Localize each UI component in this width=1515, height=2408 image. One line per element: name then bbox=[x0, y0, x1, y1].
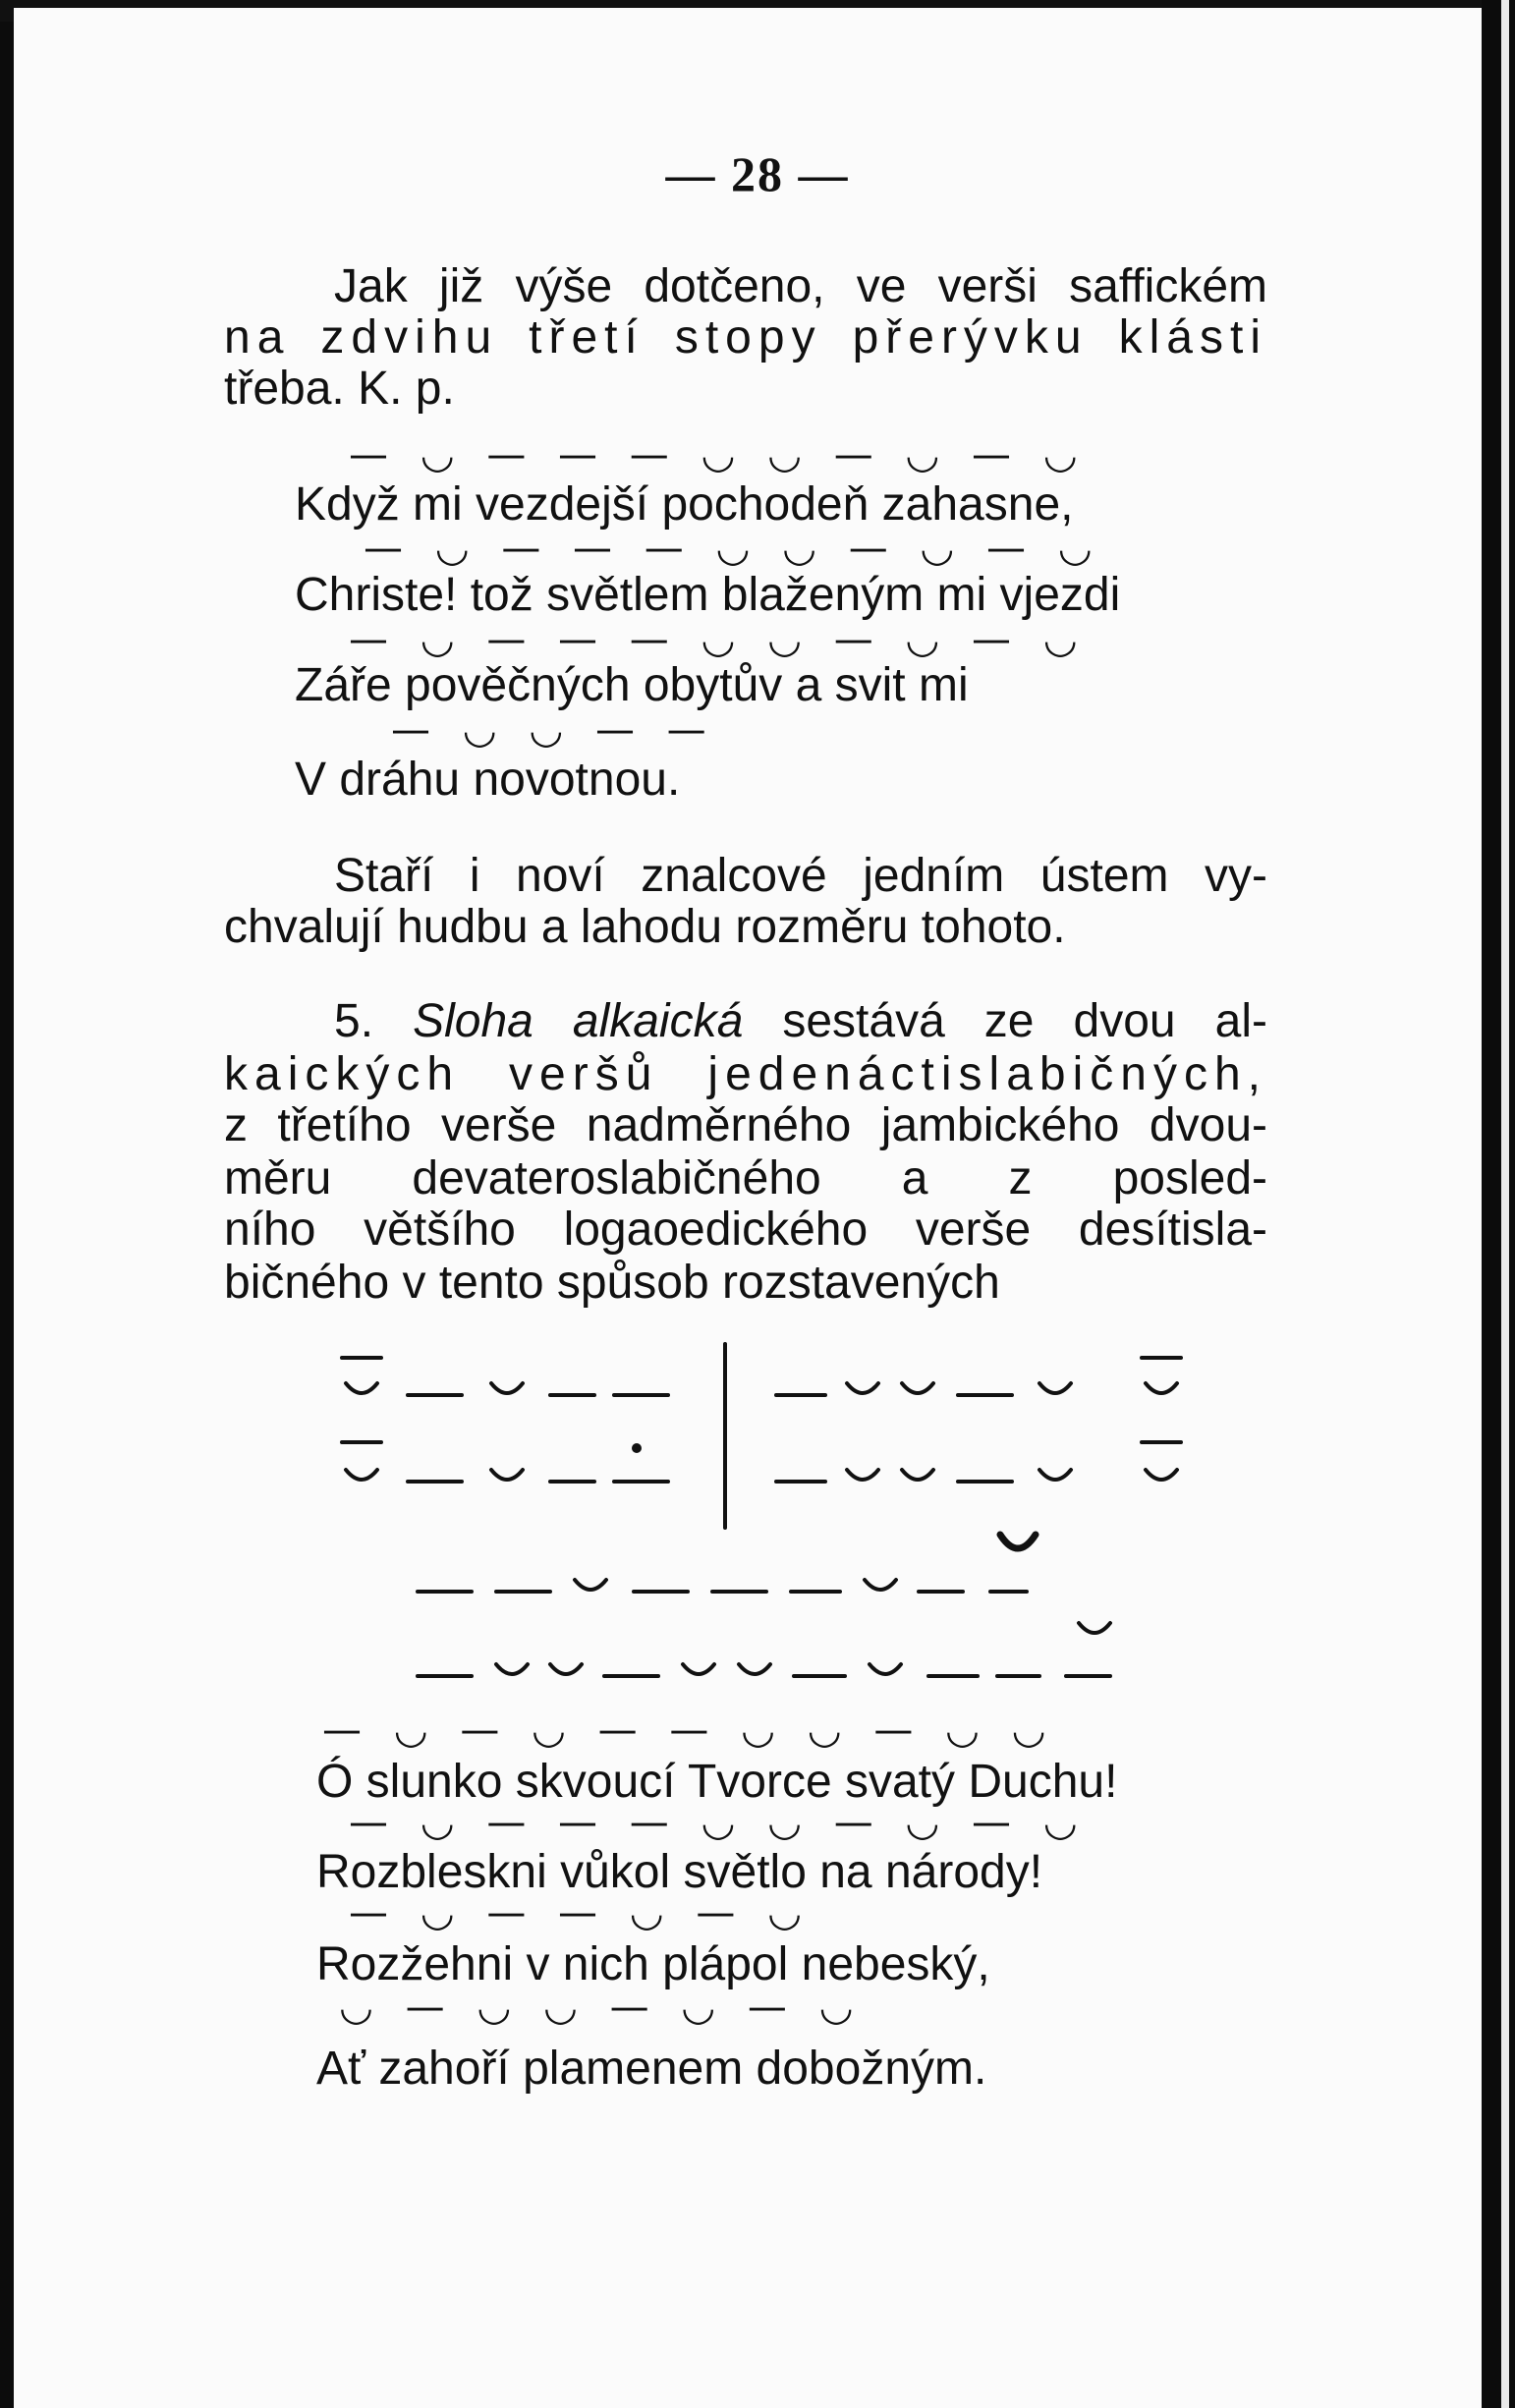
short-mark bbox=[496, 1664, 528, 1674]
paragraph3-line1-rest: sestává ze dvou al- bbox=[782, 995, 1267, 1047]
alcaic-metre-2: — ◡ — — — ◡ ◡ — ◡ — ◡ bbox=[349, 1800, 1088, 1845]
short-mark bbox=[870, 1664, 901, 1674]
paragraph3-line2: kaických veršů jedenáctislabičných, bbox=[224, 1048, 1267, 1100]
short-mark bbox=[1146, 1470, 1177, 1480]
paragraph2-line2: chvalují hudbu a lahodu rozměru tohoto. bbox=[224, 901, 1066, 953]
short-mark bbox=[491, 1383, 523, 1393]
sapphic-metre-1: — ◡ — — — ◡ ◡ — ◡ — ◡ bbox=[349, 432, 1088, 477]
alcaic-metre-4: ◡ — ◡ ◡ — ◡ — ◡ bbox=[339, 1985, 864, 2030]
short-mark bbox=[739, 1664, 770, 1674]
sapphic-line-4: V dráhu novotnou. bbox=[295, 754, 681, 806]
paragraph3-line3: z třetího verše nadměrného jambického dvou- bbox=[224, 1099, 1267, 1151]
alcaic-line-2: Rozbleskni vůkol světlo na národy! bbox=[316, 1846, 1043, 1898]
sapphic-line-3: Záře pověčných obytův a svit mi bbox=[295, 659, 969, 711]
short-mark bbox=[1146, 1383, 1177, 1393]
short-mark bbox=[683, 1664, 714, 1674]
alcaic-line-3: Rozžehni v nich plápol nebeský, bbox=[316, 1938, 990, 1990]
short-mark bbox=[865, 1580, 896, 1590]
short-mark bbox=[847, 1383, 878, 1393]
sapphic-line-2: Christe! tož světlem blaženým mi vjezdi bbox=[295, 569, 1121, 621]
short-mark bbox=[346, 1470, 377, 1480]
paragraph1-line3: třeba. K. p. bbox=[224, 363, 455, 415]
short-mark bbox=[491, 1470, 523, 1480]
sapphic-line-1: Když mi vezdejší pochodeň zahasne, bbox=[295, 478, 1074, 531]
section-number: 5. bbox=[334, 995, 374, 1047]
section-term: Sloha alkaická bbox=[413, 995, 744, 1047]
short-mark bbox=[1039, 1383, 1071, 1393]
short-mark bbox=[1000, 1535, 1036, 1548]
alcaic-metre-3: — ◡ — — ◡ — ◡ bbox=[349, 1890, 812, 1935]
short-mark bbox=[902, 1470, 933, 1480]
paragraph3-line5: ního většího logaoedického verše desítisla- bbox=[224, 1204, 1267, 1256]
alcaic-line-4: Ať zahoří plamenem dobožným. bbox=[316, 2043, 987, 2095]
alcaic-line-1: Ó slunko skvoucí Tvorce svatý Duchu! bbox=[316, 1756, 1118, 1808]
page-number: — 28 — bbox=[665, 146, 850, 201]
short-mark bbox=[550, 1664, 582, 1674]
short-mark bbox=[847, 1470, 878, 1480]
paragraph1-line1: Jak již výše dotčeno, ve verši saffickém bbox=[334, 260, 1267, 312]
short-mark bbox=[902, 1383, 933, 1393]
paragraph2-line1: Staří i noví znalcové jedním ústem vy- bbox=[334, 850, 1267, 902]
dot-mark bbox=[632, 1443, 642, 1453]
short-mark bbox=[1039, 1470, 1071, 1480]
short-mark bbox=[575, 1580, 606, 1590]
sapphic-metre-2: — ◡ — — — ◡ ◡ — ◡ — ◡ bbox=[364, 526, 1102, 571]
paragraph1-line2: na zdvihu třetí stopy přerývku klásti bbox=[224, 311, 1267, 364]
paragraph3-line6: bičného v tento spůsob rozstavených bbox=[224, 1257, 1000, 1309]
sapphic-metre-3: — ◡ — — — ◡ ◡ — ◡ — ◡ bbox=[349, 617, 1088, 662]
alcaic-metre-1: — ◡ — ◡ — — ◡ ◡ — ◡ ◡ bbox=[322, 1708, 1056, 1753]
sapphic-metre-4: — ◡ ◡ — — bbox=[391, 707, 716, 753]
short-mark bbox=[1079, 1623, 1110, 1633]
paragraph3-line4: měru devateroslabičného a z posled- bbox=[224, 1152, 1267, 1204]
short-mark bbox=[346, 1383, 377, 1393]
